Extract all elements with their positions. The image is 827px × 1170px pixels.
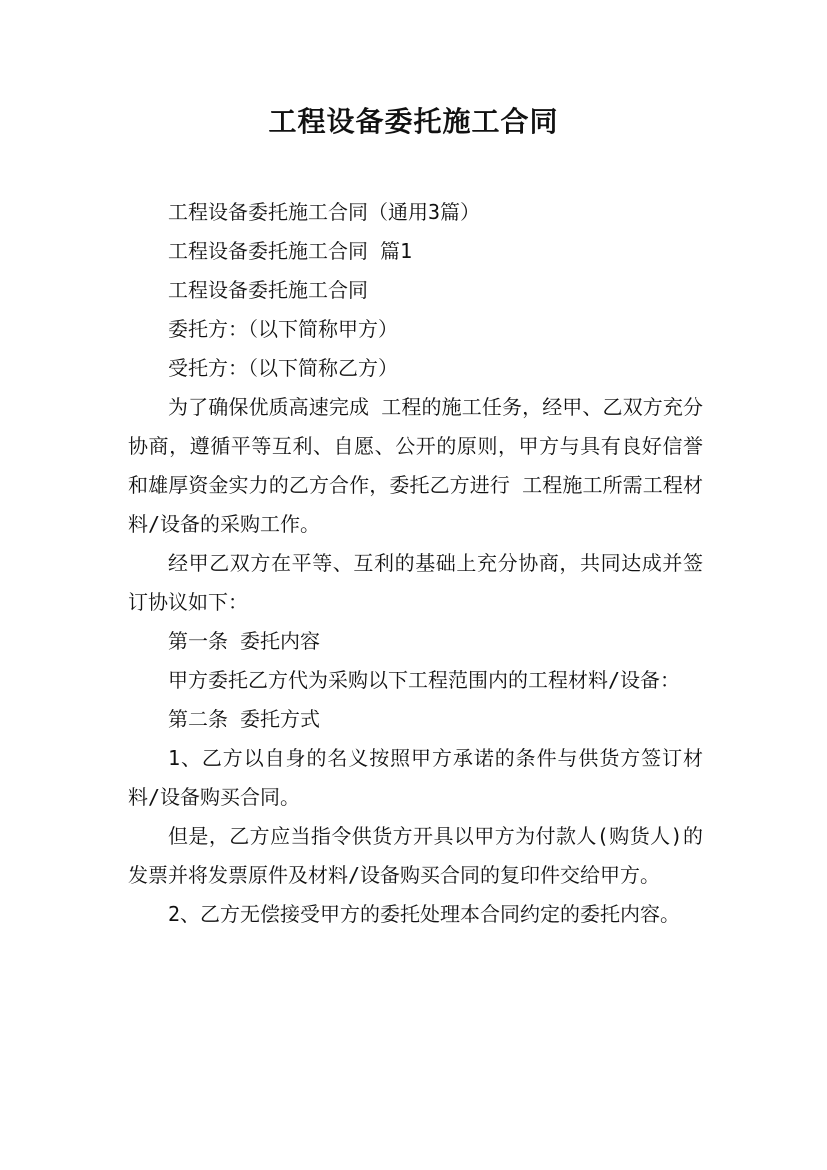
article-1-heading: 第一条 委托内容 [168, 629, 321, 653]
paragraph-contract-name: 工程设备委托施工合同 [168, 278, 368, 302]
paragraph-party-b: 受托方：（以下简称乙方） [168, 356, 398, 380]
article-2-heading: 第二条 委托方式 [168, 707, 321, 731]
article-1-content: 甲方委托乙方代为采购以下工程范围内的工程材料/设备： [168, 668, 681, 692]
paragraph-agreement: 经甲乙双方在平等、互利的基础上充分协商，共同达成并签订协议如下： [128, 551, 703, 614]
document-body [128, 193, 703, 934]
article-2-clause-1-proviso: 但是，乙方应当指令供货方开具以甲方为付款人(购货人)的发票并将发票原件及材料/设备购买合同的复印件交给甲方。 [128, 824, 703, 887]
article-2-clause-1: 1、乙方以自身的名义按照甲方承诺的条件与供货方签订材料/设备购买合同。 [128, 746, 703, 809]
paragraph-purpose: 为了确保优质高速完成 工程的施工任务，经甲、乙双方充分协商，遵循平等互利、自愿、公开的原则，甲方与具有良好信誉和雄厚资金实力的乙方合作，委托乙方进行 工程施工所需工程材料/设备的采购工作。 [128, 395, 703, 536]
paragraph-party-a: 委托方：（以下简称甲方） [168, 317, 398, 341]
paragraph-subtitle: 工程设备委托施工合同（通用3篇） [168, 200, 481, 224]
article-2-clause-2: 2、乙方无偿接受甲方的委托处理本合同约定的委托内容。 [168, 902, 681, 926]
paragraph-chapter-heading: 工程设备委托施工合同 篇1 [168, 239, 413, 263]
document-title: 工程设备委托施工合同 [268, 105, 559, 138]
